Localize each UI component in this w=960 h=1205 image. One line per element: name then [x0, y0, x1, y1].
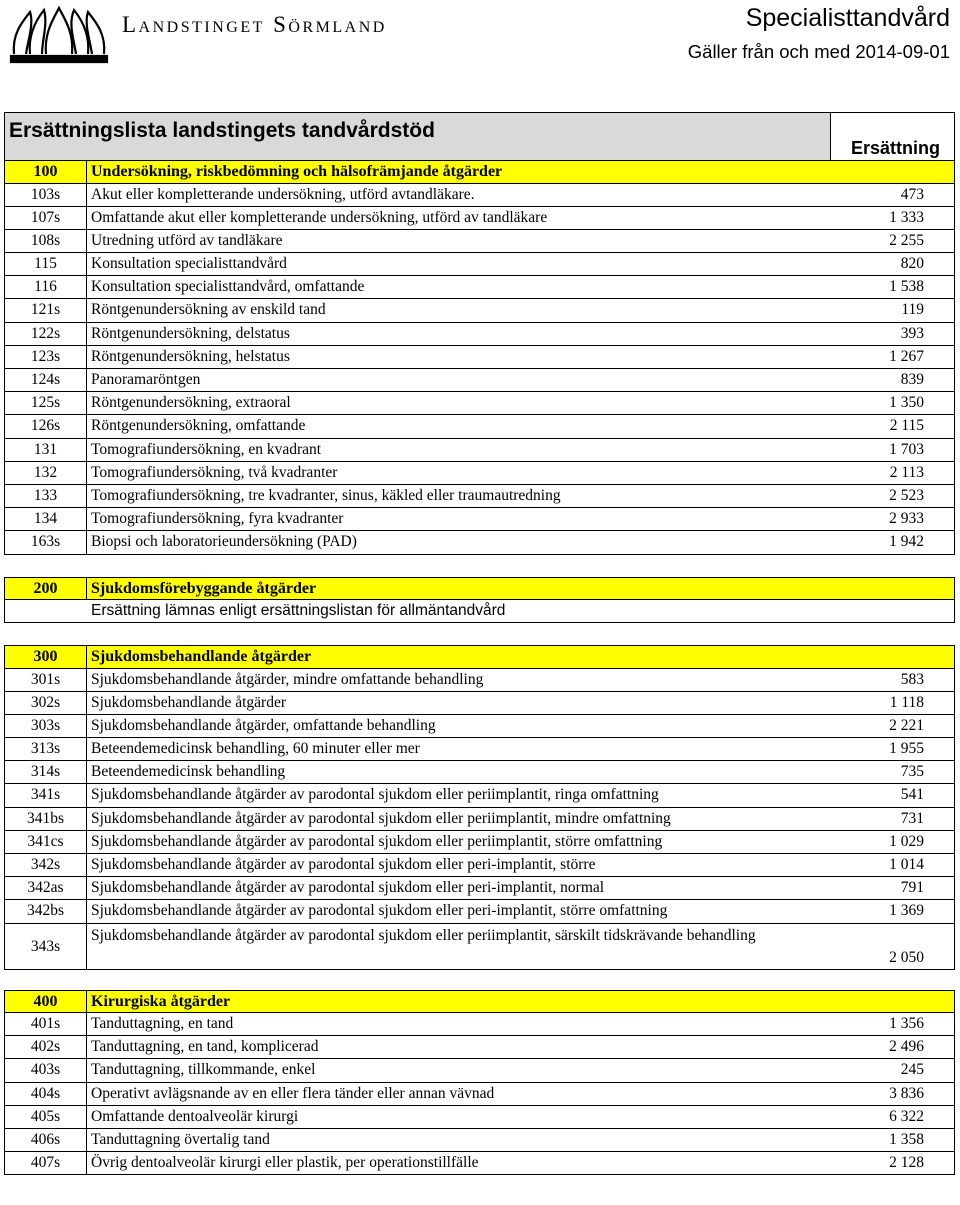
section-code: 200: [5, 578, 87, 600]
note-text: Ersättning lämnas enligt ersättningslistan för allmäntandvård: [91, 602, 506, 619]
row-description: Röntgenundersökning, omfattande: [91, 417, 306, 435]
row-description: Sjukdomsbehandlande åtgärder av parodontal sjukdom eller peri-implantit, större: [91, 856, 596, 873]
row-amount: 839: [900, 371, 924, 388]
sormland-crown-logo-icon: [8, 4, 110, 64]
row-amount: 1 029: [889, 832, 924, 850]
table-row: [4, 485, 955, 508]
row-amount: 731: [900, 809, 924, 827]
table-row: [4, 761, 955, 784]
section-300-rows: [4, 669, 955, 924]
row-amount: 245: [900, 1061, 924, 1079]
table-row: [4, 207, 955, 230]
table-row: [4, 831, 955, 854]
row-code: 133: [5, 485, 87, 507]
row-amount: 2 113: [889, 463, 924, 481]
row-description: Omfattande dentoalveolär kirurgi: [91, 1107, 299, 1125]
row-code: 123s: [5, 346, 87, 368]
row-code: 301s: [5, 669, 87, 691]
row-description: Sjukdomsbehandlande åtgärder av parodontal sjukdom eller peri-implantit, större omfattning: [91, 902, 668, 920]
table-row: [4, 184, 955, 207]
row-amount: 2 933: [889, 510, 924, 528]
row-amount: 2 496: [889, 1038, 924, 1056]
row-description: Röntgenundersökning av enskild tand: [91, 301, 326, 319]
section-code: 100: [5, 161, 87, 183]
row-description: Utredning utförd av tandläkare: [91, 231, 283, 249]
section-code: 300: [5, 646, 87, 668]
table-row: [4, 253, 955, 276]
table-title: Ersättningslista landstingets tandvårdstöd: [9, 119, 435, 142]
row-code: 341bs: [5, 808, 87, 830]
row-description: Tanduttagning, tillkommande, enkel: [91, 1061, 316, 1079]
row-code: 406s: [5, 1129, 87, 1151]
row-amount: 1 358: [889, 1131, 924, 1148]
row-description: Tomografiundersökning, tre kvadranter, sinus, käkled eller traumautredning: [91, 486, 561, 504]
row-code: 401s: [5, 1013, 87, 1035]
row-description: Sjukdomsbehandlande åtgärder av parodontal sjukdom eller periimplantit, ringa omfattning: [91, 786, 659, 804]
section-label: Sjukdomsförebyggande åtgärder: [91, 579, 317, 597]
row-code: 407s: [5, 1152, 87, 1174]
row-amount: 1 538: [889, 278, 924, 296]
row-amount: 393: [900, 324, 924, 342]
row-description: Tomografiundersökning, två kvadranter: [91, 463, 338, 481]
table-row: [4, 462, 955, 485]
row-amount: 2 115: [889, 417, 924, 435]
table-row: [4, 715, 955, 738]
row-amount: 1 703: [889, 440, 924, 458]
row-code: 122s: [5, 323, 87, 345]
row-description: Tomografiundersökning, fyra kvadranter: [91, 510, 344, 528]
table-row: [4, 276, 955, 299]
row-description: Sjukdomsbehandlande åtgärder av parodontal sjukdom eller periimplantit, mindre omfattning: [91, 809, 671, 827]
row-description: Röntgenundersökning, helstatus: [91, 347, 290, 365]
row-description: Röntgenundersökning, delstatus: [91, 324, 290, 342]
row-code: 342as: [5, 877, 87, 899]
row-code: 342bs: [5, 900, 87, 922]
section-label: Undersökning, riskbedömning och hälsofrämjande åtgärder: [91, 163, 503, 180]
row-description: Tanduttagning, en tand, komplicerad: [91, 1038, 319, 1056]
section-code: 400: [5, 991, 87, 1013]
row-code: 163s: [5, 531, 87, 553]
table-row: [4, 1036, 955, 1059]
row-code: 403s: [5, 1059, 87, 1081]
document-title: Specialisttandvård: [745, 4, 950, 32]
row-code: 121s: [5, 299, 87, 321]
section-header-300: [4, 645, 955, 669]
table-row: [4, 508, 955, 531]
row-code: 132: [5, 462, 87, 484]
row-code: 405s: [5, 1106, 87, 1128]
row-description: Sjukdomsbehandlande åtgärder, omfattande behandling: [91, 716, 436, 734]
section-header-400: [4, 990, 955, 1014]
table-row: [4, 1013, 955, 1036]
table-row: [4, 346, 955, 369]
table-row: [4, 692, 955, 715]
row-amount: 1 369: [889, 902, 924, 920]
row-amount: 1 955: [889, 740, 924, 758]
organization-name: Landstinget Sörmland: [122, 12, 387, 37]
row-amount: 791: [900, 879, 924, 897]
row-amount: 583: [900, 670, 924, 688]
row-description: Tanduttagning, en tand: [91, 1015, 234, 1033]
row-code: 115: [5, 253, 87, 275]
row-code: 341cs: [5, 831, 87, 853]
row-amount: 6 322: [889, 1107, 924, 1125]
row-description: Sjukdomsbehandlande åtgärder av parodontal sjukdom eller periimplantit, större omfattning: [91, 832, 663, 850]
row-code: 103s: [5, 184, 87, 206]
table-row: [4, 392, 955, 415]
section-200-note: [4, 600, 955, 623]
row-code: 108s: [5, 230, 87, 252]
row-description: Beteendemedicinsk behandling: [91, 763, 286, 781]
table-title-row: [4, 112, 955, 160]
table-row: [4, 924, 955, 970]
row-description: Konsultation specialisttandvård, omfattande: [91, 278, 365, 296]
row-description: Röntgenundersökning, extraoral: [91, 394, 291, 412]
row-code: 341s: [5, 784, 87, 806]
row-code: 402s: [5, 1036, 87, 1058]
row-code: 343s: [5, 924, 87, 969]
row-description: Konsultation specialisttandvård: [91, 255, 287, 273]
row-code: 302s: [5, 692, 87, 714]
row-description: Akut eller kompletterande undersökning, utförd avtandläkare.: [91, 185, 475, 203]
row-amount: 473: [900, 185, 924, 203]
row-amount: 1 267: [889, 347, 924, 365]
table-row: [4, 808, 955, 831]
section-label: Sjukdomsbehandlande åtgärder: [91, 648, 312, 665]
row-code: 314s: [5, 761, 87, 783]
row-amount: 1 118: [889, 693, 924, 711]
compensation-table: [4, 112, 955, 1175]
row-code: 107s: [5, 207, 87, 229]
table-row: [4, 1059, 955, 1082]
table-row: [4, 669, 955, 692]
row-amount: 1 350: [889, 394, 924, 412]
row-amount: 1 014: [889, 856, 924, 873]
amount-column-header: Ersättning: [830, 113, 954, 160]
page-header: [0, 0, 960, 110]
table-row: [4, 877, 955, 900]
table-row: [4, 738, 955, 761]
table-row: [4, 531, 955, 554]
section-header-100: [4, 160, 955, 184]
row-amount: 2 221: [889, 716, 924, 734]
table-row: [4, 1152, 955, 1175]
row-code: 134: [5, 508, 87, 530]
row-code: 125s: [5, 392, 87, 414]
row-amount: 3 836: [889, 1084, 924, 1102]
row-amount: 1 333: [889, 208, 924, 226]
row-amount: 735: [900, 763, 924, 781]
row-description: Sjukdomsbehandlande åtgärder av parodontal sjukdom eller periimplantit, särskilt tidskrävande behandling: [91, 926, 756, 944]
row-code: 124s: [5, 369, 87, 391]
row-description: Sjukdomsbehandlande åtgärder av parodontal sjukdom eller peri-implantit, normal: [91, 879, 605, 897]
table-row: [4, 230, 955, 253]
section-100-rows: [4, 184, 955, 555]
row-code: 116: [5, 276, 87, 298]
row-description: Sjukdomsbehandlande åtgärder: [91, 693, 286, 711]
row-code: 313s: [5, 738, 87, 760]
section-400-rows: [4, 1013, 955, 1175]
row-amount: 2 523: [889, 486, 924, 504]
row-code: 303s: [5, 715, 87, 737]
row-description: Övrig dentoalveolär kirurgi eller plastik, per operationstillfälle: [91, 1154, 479, 1172]
row-description: Omfattande akut eller kompletterande undersökning, utförd av tandläkare: [91, 208, 548, 226]
table-row: [4, 1083, 955, 1106]
row-code: 131: [5, 439, 87, 461]
row-code: 342s: [5, 854, 87, 876]
row-description: Operativt avlägsnande av en eller flera tänder eller annan vävnad: [91, 1084, 495, 1102]
table-row: [4, 1106, 955, 1129]
row-description: Sjukdomsbehandlande åtgärder, mindre omfattande behandling: [91, 670, 484, 688]
row-description: Beteendemedicinsk behandling, 60 minuter eller mer: [91, 740, 420, 758]
row-amount: 820: [900, 255, 924, 273]
row-amount: 541: [900, 786, 924, 804]
row-description: Panoramaröntgen: [91, 371, 201, 388]
row-description: Tomografiundersökning, en kvadrant: [91, 440, 322, 458]
row-code: 404s: [5, 1083, 87, 1105]
table-row: [4, 369, 955, 392]
table-row: [4, 323, 955, 346]
section-label: Kirurgiska åtgärder: [91, 992, 231, 1010]
row-amount: 2 050: [889, 948, 924, 966]
table-row: [4, 299, 955, 322]
table-row: [4, 854, 955, 877]
row-amount: 2 255: [889, 231, 924, 249]
valid-from-date: Gäller från och med 2014-09-01: [687, 41, 950, 62]
table-row: [4, 439, 955, 462]
row-amount: 1 942: [889, 533, 924, 551]
row-description: Tanduttagning övertalig tand: [91, 1131, 270, 1148]
table-row: [4, 900, 955, 923]
section-header-200: [4, 577, 955, 601]
row-code: 126s: [5, 415, 87, 437]
row-amount: 119: [901, 301, 924, 319]
row-amount: 1 356: [889, 1015, 924, 1033]
table-row: [4, 1129, 955, 1152]
row-description: Biopsi och laboratorieundersökning (PAD): [91, 533, 357, 551]
table-row: [4, 784, 955, 807]
row-amount: 2 128: [889, 1154, 924, 1172]
table-row: [4, 415, 955, 438]
